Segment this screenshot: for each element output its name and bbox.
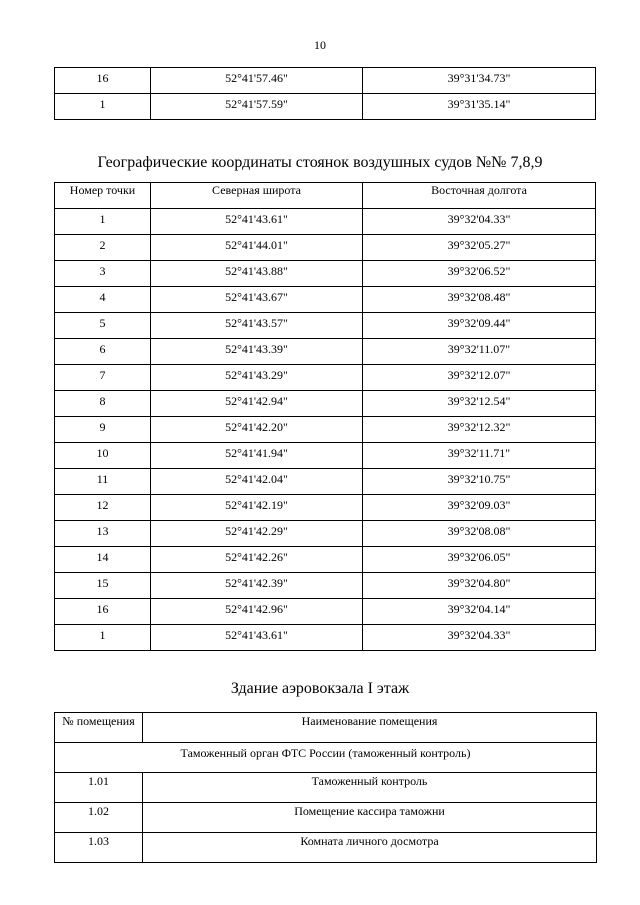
parking-coordinates-table <box>54 182 596 651</box>
section-heading-parking-coordinates: Географические координаты стоянок воздушных судов №№ 7,8,9 <box>97 154 543 171</box>
table-row <box>55 209 596 235</box>
page-number: 10 <box>314 38 326 52</box>
room-number-cell: 1.03 <box>55 833 143 863</box>
latitude-cell: 52°41'43.67" <box>151 287 363 313</box>
longitude-cell: 39°32'08.08" <box>363 521 596 547</box>
section-heading-terminal-floor: Здание аэровокзала I этаж <box>230 680 410 697</box>
point-number-cell: 1 <box>55 209 151 235</box>
rooms-table <box>54 712 597 863</box>
table-row <box>55 625 596 651</box>
longitude-cell: 39°32'08.48" <box>363 287 596 313</box>
point-number-cell: 14 <box>55 547 151 573</box>
longitude-cell: 39°32'05.27" <box>363 235 596 261</box>
room-name-cell: Таможенный контроль <box>143 773 597 803</box>
longitude-cell: 39°32'04.80" <box>363 573 596 599</box>
table-row <box>55 365 596 391</box>
coordinates-table-continuation <box>54 67 596 120</box>
point-number-cell: 6 <box>55 339 151 365</box>
longitude-cell: 39°32'12.32" <box>363 417 596 443</box>
column-header-latitude: Северная широта <box>151 183 363 209</box>
longitude-cell: 39°32'12.54" <box>363 391 596 417</box>
table-row <box>55 599 596 625</box>
point-number-cell: 16 <box>55 599 151 625</box>
point-number-cell: 8 <box>55 391 151 417</box>
latitude-cell: 52°41'43.61" <box>151 625 363 651</box>
table-row <box>55 235 596 261</box>
point-number-cell: 15 <box>55 573 151 599</box>
table-row <box>55 833 597 863</box>
table-row <box>55 803 597 833</box>
column-header-room-name: Наименование помещения <box>143 713 597 743</box>
longitude-cell: 39°32'09.44" <box>363 313 596 339</box>
table-row <box>55 339 596 365</box>
group-title: Таможенный орган ФТС России (таможенный контроль) <box>55 743 597 773</box>
longitude-cell: 39°32'04.14" <box>363 599 596 625</box>
longitude-cell: 39°31'34.73" <box>363 68 596 94</box>
point-number-cell: 16 <box>55 68 151 94</box>
longitude-cell: 39°32'11.07" <box>363 339 596 365</box>
longitude-cell: 39°32'06.05" <box>363 547 596 573</box>
longitude-cell: 39°32'09.03" <box>363 495 596 521</box>
table-row <box>55 547 596 573</box>
latitude-cell: 52°41'43.88" <box>151 261 363 287</box>
latitude-cell: 52°41'42.26" <box>151 547 363 573</box>
latitude-cell: 52°41'42.20" <box>151 417 363 443</box>
table-row <box>55 573 596 599</box>
room-name-cell: Комната личного досмотра <box>143 833 597 863</box>
longitude-cell: 39°32'12.07" <box>363 365 596 391</box>
table-header-row <box>55 713 597 743</box>
table-row <box>55 469 596 495</box>
point-number-cell: 7 <box>55 365 151 391</box>
longitude-cell: 39°32'06.52" <box>363 261 596 287</box>
table-row <box>55 287 596 313</box>
room-name-cell: Помещение кассира таможни <box>143 803 597 833</box>
column-header-point: Номер точки <box>55 183 151 209</box>
column-header-room-number: № помещения <box>55 713 143 743</box>
group-row <box>55 743 597 773</box>
point-number-cell: 12 <box>55 495 151 521</box>
longitude-cell: 39°32'04.33" <box>363 209 596 235</box>
latitude-cell: 52°41'44.01" <box>151 235 363 261</box>
longitude-cell: 39°32'10.75" <box>363 469 596 495</box>
point-number-cell: 11 <box>55 469 151 495</box>
latitude-cell: 52°41'42.19" <box>151 495 363 521</box>
point-number-cell: 1 <box>55 94 151 120</box>
point-number-cell: 4 <box>55 287 151 313</box>
room-number-cell: 1.02 <box>55 803 143 833</box>
table-row <box>55 68 596 94</box>
latitude-cell: 52°41'57.46" <box>151 68 363 94</box>
latitude-cell: 52°41'42.29" <box>151 521 363 547</box>
point-number-cell: 13 <box>55 521 151 547</box>
table-row <box>55 773 597 803</box>
table-row <box>55 261 596 287</box>
latitude-cell: 52°41'43.29" <box>151 365 363 391</box>
point-number-cell: 3 <box>55 261 151 287</box>
latitude-cell: 52°41'57.59" <box>151 94 363 120</box>
table-row <box>55 417 596 443</box>
table-row <box>55 495 596 521</box>
point-number-cell: 2 <box>55 235 151 261</box>
latitude-cell: 52°41'42.94" <box>151 391 363 417</box>
room-number-cell: 1.01 <box>55 773 143 803</box>
column-header-longitude: Восточная долгота <box>363 183 596 209</box>
longitude-cell: 39°31'35.14" <box>363 94 596 120</box>
point-number-cell: 9 <box>55 417 151 443</box>
table-header-row <box>55 183 596 209</box>
table-row <box>55 94 596 120</box>
longitude-cell: 39°32'04.33" <box>363 625 596 651</box>
latitude-cell: 52°41'42.04" <box>151 469 363 495</box>
table-row <box>55 313 596 339</box>
latitude-cell: 52°41'42.96" <box>151 599 363 625</box>
latitude-cell: 52°41'43.61" <box>151 209 363 235</box>
table-row <box>55 443 596 469</box>
latitude-cell: 52°41'43.39" <box>151 339 363 365</box>
latitude-cell: 52°41'43.57" <box>151 313 363 339</box>
point-number-cell: 10 <box>55 443 151 469</box>
point-number-cell: 1 <box>55 625 151 651</box>
table-row <box>55 391 596 417</box>
latitude-cell: 52°41'42.39" <box>151 573 363 599</box>
table-row <box>55 521 596 547</box>
point-number-cell: 5 <box>55 313 151 339</box>
longitude-cell: 39°32'11.71" <box>363 443 596 469</box>
latitude-cell: 52°41'41.94" <box>151 443 363 469</box>
